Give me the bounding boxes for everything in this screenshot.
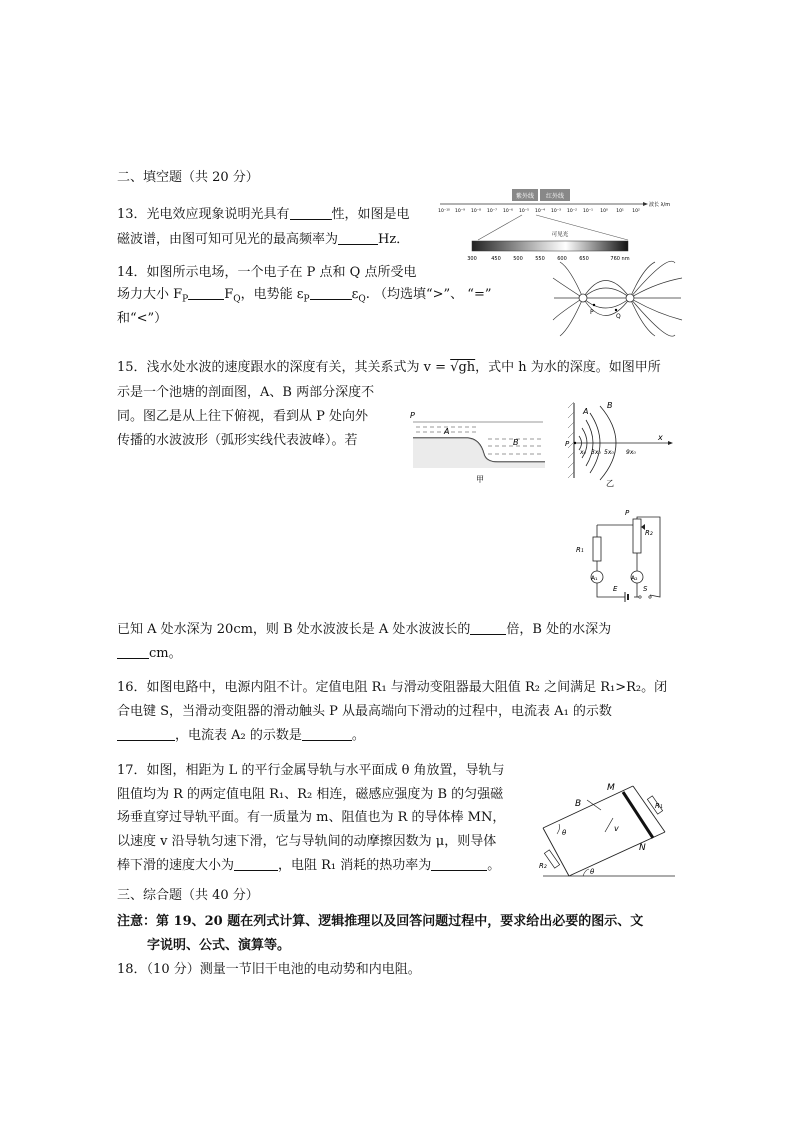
yi-position-label: x₀: [580, 449, 586, 456]
q13-blank-2[interactable]: [338, 232, 378, 245]
note-line1: 注意：第 19、20 题在列式计算、逻辑推理以及回答问题过程中，要求给出必要的图示、文: [117, 914, 644, 929]
section-title-comprehensive: 三、综合题（共 40 分）: [117, 888, 259, 903]
visible-tick-label: 300: [467, 256, 477, 262]
uv-label: 紫外线: [515, 193, 535, 200]
spectrum-tick-label: 10⁻⁵: [519, 209, 529, 214]
yi-caption: 乙: [606, 479, 614, 488]
spectrum-tick-label: 10⁻¹: [583, 209, 593, 214]
circuit-label-S: S: [643, 585, 648, 593]
q15-line3: 同。图乙是从上往下俯视，看到从 P 处向外: [117, 409, 369, 424]
fig-label-B: B: [575, 799, 582, 809]
visible-tick-label: 650: [579, 256, 589, 262]
label-P: P: [590, 309, 594, 316]
spectrum-tick-label: 10⁻⁴: [535, 209, 545, 214]
fig-label-R1: R₁: [655, 802, 663, 810]
q15-blank-depth[interactable]: [117, 646, 149, 659]
switch-contact-1: [639, 596, 641, 598]
spectrum-tick-label: 10⁻⁸: [471, 209, 481, 214]
q16-line3: ，电流表 A₂ 的示数是 。: [117, 728, 365, 744]
q17-blank-speed[interactable]: [234, 858, 278, 871]
q13-line2: 磁波谱，由图可知可见光的最高频率为 Hz．: [117, 232, 410, 247]
fig-label-theta-upper: θ: [562, 829, 567, 837]
spectrum-tick-label: 10⁻²: [567, 209, 577, 214]
visible-light-label: 可见光: [551, 232, 569, 238]
q14-blank-energy[interactable]: [310, 287, 352, 300]
q17-blank-power[interactable]: [431, 858, 487, 871]
jia-label-B: B: [513, 438, 519, 447]
q17-line4: 以速度 v 沿导轨匀速下滑，它与导轨间的动摩擦因数为 μ，则导体: [117, 834, 497, 849]
visible-tick-label: 450: [491, 256, 501, 262]
note-line2: 字说明、公式、演算等。: [147, 938, 291, 953]
yi-position-label: 3x₀: [591, 449, 601, 456]
switch-contact-2: [649, 596, 651, 598]
q14-line3: 和“<”）: [117, 311, 168, 326]
inclined-rails-figure: [535, 778, 685, 886]
yi-position-label: 5x₀: [604, 449, 614, 456]
q15-blank-ratio[interactable]: [470, 622, 506, 635]
pond-cross-section-figure: [408, 404, 548, 486]
fig-label-R2: R₂: [539, 862, 547, 870]
spectrum-tick-label: 10⁻³: [551, 209, 561, 214]
source-P: [574, 442, 576, 444]
q14-blank-force[interactable]: [188, 287, 224, 300]
jia-label-P: P: [410, 411, 415, 420]
q15-line5: 已知 A 处水深为 20cm，则 B 处水波波长是 A 处水波波长的 倍，B 处的水深为: [117, 622, 612, 637]
fig-label-N: N: [639, 843, 646, 853]
spectrum-tick-label: 10⁻⁹: [455, 209, 465, 214]
zoom-line-right: [536, 215, 628, 240]
fig-label-theta-lower: θ: [590, 868, 595, 876]
spectrum-tick-label: 10⁻¹⁰: [438, 209, 450, 214]
circuit-label-R2: R₂: [645, 529, 653, 537]
section-title-fill-blank: 二、填空题（共 20 分）: [117, 170, 259, 185]
circuit-label-E: E: [613, 585, 618, 593]
theta-arc-upper: [557, 824, 560, 834]
q15-line4: 传播的水波波形（弧形实线代表波峰）。若: [117, 433, 358, 448]
q18-text: 18．（10 分）测量一节旧干电池的电动势和内电阻。: [117, 962, 421, 977]
point-Q: [615, 309, 617, 311]
q17-line1: 17．如图，相距为 L 的平行金属导轨与水平面成 θ 角放置，导轨与: [117, 763, 505, 778]
velocity-arrow: [605, 818, 613, 832]
yi-label-A: A: [583, 407, 589, 416]
q13-blank-1[interactable]: [290, 207, 332, 220]
point-P: [593, 304, 595, 306]
zoom-line-left: [478, 215, 522, 240]
circuit-label-R1: R₁: [576, 546, 584, 554]
charge-left: [579, 294, 587, 302]
theta-arc-lower: [583, 869, 589, 876]
jia-label-A: A: [444, 427, 450, 436]
axis-label: 波长 λ/m: [649, 202, 670, 208]
spectrum-tick-label: 10⁻⁷: [487, 209, 497, 214]
yi-label-B: B: [607, 401, 613, 410]
q14-line2: 场力大小 $F_P$ $F_Q$，电势能 $\varepsilon_P$ $\varepsilon_Q$. （均选填“>”、 “=”: [117, 287, 492, 305]
q17-line5: 棒下滑的速度大小为 ，电阻 R₁ 消耗的热功率为 。: [117, 858, 501, 873]
spectrum-tick-label: 10⁻⁶: [503, 209, 513, 214]
yi-label-P: P: [565, 440, 570, 448]
charge-right: [626, 294, 634, 302]
circuit-figure: [570, 505, 675, 610]
q13-line1: 13．光电效应现象说明光具有 性，如图是电: [117, 207, 410, 222]
spectrum-tick-label: 10¹: [616, 209, 624, 214]
q16-line1: 16．如图电路中，电源内阻不计。定值电阻 R₁ 与滑动变阻器最大阻值 R₂ 之间满足 R₁>R₂。闭: [117, 680, 668, 695]
label-Q: Q: [616, 313, 621, 320]
fig-label-v: v: [614, 824, 619, 833]
spectrum-tick-label: 10²: [632, 209, 640, 214]
spectrum-tick-labels: [438, 208, 640, 214]
q16-blank-A2[interactable]: [302, 728, 352, 741]
q15-line1: 15．浅水处水波的速度跟水的深度有关，其关系式为 v = √gh，式中 h 为水的深度。如图甲所: [117, 360, 661, 375]
circuit-label-P: P: [625, 509, 630, 517]
x-axis-arrow: [668, 441, 673, 445]
resistor-R1: [593, 537, 601, 561]
q17-line3: 场垂直穿过导轨平面。有一质量为 m、阻值也为 R 的导体棒 MN，: [117, 810, 506, 825]
spectrum-tick-label: 10⁰: [600, 209, 608, 214]
yi-label-x: x: [658, 433, 663, 442]
pond-ground: [413, 438, 545, 468]
electric-field-figure: [550, 258, 685, 340]
q16-line2: 合电键 S，当滑动变阻器的滑动触头 P 从最高端向下滑动的过程中，电流表 A₁ 的示数: [117, 704, 612, 719]
visible-tick-label: 600: [557, 256, 567, 262]
em-spectrum-figure: [438, 186, 670, 266]
yi-position-label: 9x₀: [626, 449, 636, 456]
q15-line2: 示是一个池塘的剖面图，A、B 两部分深度不: [117, 385, 375, 400]
circuit-label-A1: A₁: [591, 575, 598, 582]
q17-line2: 阻值均为 R 的两定值电阻 R₁、R₂ 相连，磁感应强度为 B 的匀强磁: [117, 787, 504, 802]
jia-caption: 甲: [476, 475, 484, 484]
visible-tick-label: 500: [513, 256, 523, 262]
circuit-label-A2: A₂: [631, 575, 638, 582]
q14-line1: 14．如图所示电场，一个电子在 P 点和 Q 点所受电: [117, 265, 417, 280]
field-lines: [553, 261, 682, 336]
q15-line6: cm。: [117, 646, 182, 662]
fig-label-M: M: [607, 783, 615, 793]
q16-blank-A1[interactable]: [117, 728, 175, 741]
rheostat-R2: [633, 519, 641, 553]
visible-tick-label: 760 nm: [610, 256, 630, 262]
ir-label: 红外线: [545, 193, 565, 200]
axis-arrow: [643, 202, 648, 206]
wave-top-view-figure: [560, 398, 675, 488]
visible-tick-label: 550: [535, 256, 545, 262]
visible-spectrum-bar: [472, 241, 628, 251]
yi-position-labels: [579, 449, 636, 456]
